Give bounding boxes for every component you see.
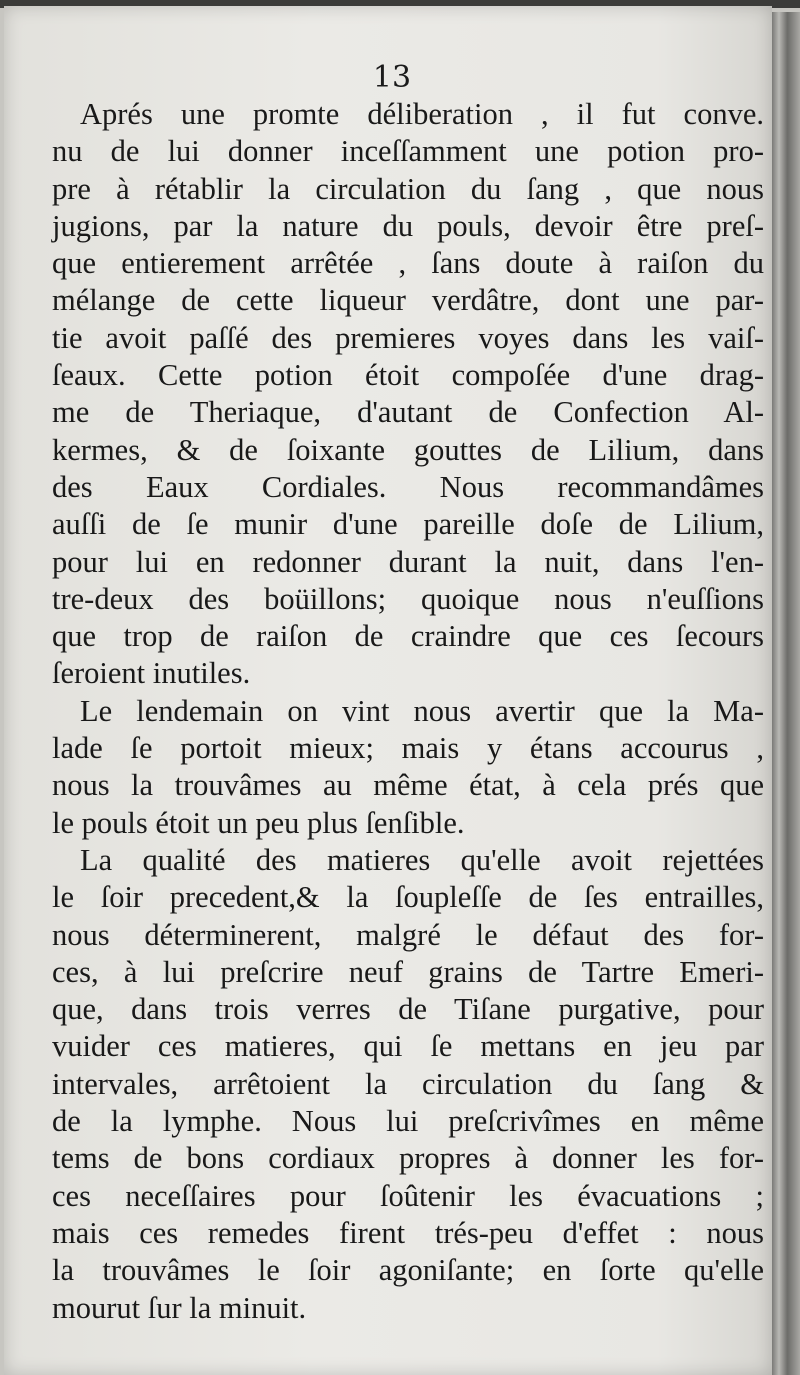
text-line: pre à rétablir la circulation du ſang , que nous <box>52 171 764 206</box>
text-line: lade ſe portoit mieux; mais y étans accourus , <box>52 731 764 766</box>
text-line: mélange de cette liqueur verdâtre, dont une par- <box>52 283 764 318</box>
text-line: kermes, & de ſoixante gouttes de Lilium, dans <box>52 432 764 467</box>
text-line: le pouls étoit un peu plus ſenſible. <box>52 805 465 840</box>
paragraph-2 <box>52 693 764 842</box>
text-line: que trop de raiſon de craindre que ces ſecours <box>52 619 764 654</box>
text-line: nous la trouvâmes au même état, à cela prés que <box>52 768 764 803</box>
page-body <box>52 96 764 1327</box>
text-line: ces neceſſaires pour ſoûtenir les évacuations ; <box>52 1178 764 1213</box>
text-line: vuider ces matieres, qui ſe mettans en jeu par <box>52 1029 764 1064</box>
text-line: intervales, arrêtoient la circulation du ſang & <box>52 1066 764 1101</box>
text-line: auſſi de ſe munir d'une pareille doſe de Lilium, <box>52 507 764 542</box>
text-line: tems de bons cordiaux propres à donner les for- <box>52 1141 764 1176</box>
text-line: me de Theriaque, d'autant de Confection Al- <box>52 395 764 430</box>
paragraph-3 <box>52 842 764 1327</box>
text-line: jugions, par la nature du pouls, devoir être preſ- <box>52 208 764 243</box>
text-line: ſeaux. Cette potion étoit compoſée d'une drag- <box>52 358 764 393</box>
text-line: des Eaux Cordiales. Nous recommandâmes <box>52 469 764 504</box>
text-line: La qualité des matieres qu'elle avoit rejettées <box>80 842 764 877</box>
text-line: tie avoit paſſé des premieres voyes dans les vaiſ- <box>52 320 764 355</box>
page-number: 13 <box>372 60 412 95</box>
text-line: mais ces remedes firent trés-peu d'effet : nous <box>52 1215 764 1250</box>
paragraph-1 <box>52 96 764 693</box>
text-line: de la lymphe. Nous lui preſcrivîmes en même <box>52 1104 764 1139</box>
book-spine-edge <box>772 12 800 1375</box>
text-line: pour lui en redonner durant la nuit, dans l'en- <box>52 544 764 579</box>
text-line: nu de lui donner inceſſamment une potion pro- <box>52 134 764 169</box>
text-line: tre-deux des boüillons; quoique nous n'euſſions <box>52 581 764 616</box>
text-line: ſeroient inutiles. <box>52 656 251 691</box>
text-line: que entierement arrêtée , ſans doute à raiſon du <box>52 246 764 281</box>
text-line: le ſoir precedent,& la ſoupleſſe de ſes entrailles, <box>52 880 764 915</box>
text-line: la trouvâmes le ſoir agoniſante; en ſorte qu'elle <box>52 1253 764 1288</box>
text-line: Aprés une promte déliberation , il fut conve. <box>80 97 764 131</box>
text-line: Le lendemain on vint nous avertir que la Ma- <box>80 693 764 728</box>
text-line: mourut ſur la minuit. <box>52 1290 307 1325</box>
text-line: ces, à lui preſcrire neuf grains de Tartre Emeri- <box>52 954 764 989</box>
text-line: nous déterminerent, malgré le défaut des for- <box>52 917 764 952</box>
text-line: que, dans trois verres de Tiſane purgative, pour <box>52 992 764 1027</box>
